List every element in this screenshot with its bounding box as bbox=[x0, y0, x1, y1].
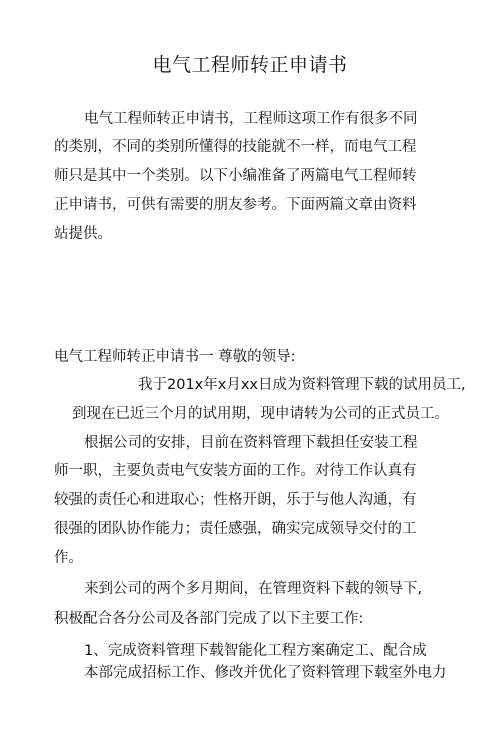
body-line-1: 我于201x年x月xx日成为资料管理下载的试用员工, bbox=[138, 377, 466, 393]
body-line-8: 来到公司的两个多月期间，在管理资料下载的领导下, bbox=[84, 581, 423, 597]
body-line-5: 较强的责任心和进取心；性格开朗，乐于与他人沟通，有 bbox=[54, 492, 417, 508]
intro-line-1: 电气工程师转正申请书，工程师这项工作有很多不同 bbox=[84, 111, 418, 127]
body-line-2: 到现在已近三个月的试用期，现申请转为公司的正式员工。 bbox=[72, 406, 449, 422]
body-line-10: 1、完成资料管理下载智能化工程方案确定工、配合成 bbox=[84, 643, 427, 659]
intro-line-4: 正申请书，可供有需要的朋友参考。下面两篇文章由资料 bbox=[54, 197, 417, 213]
intro-line-5: 站提供。 bbox=[54, 226, 112, 242]
body-line-3: 根据公司的安排，目前在资料管理下载担任安装工程 bbox=[84, 435, 418, 451]
body-line-7: 作。 bbox=[54, 550, 83, 566]
body-line-9: 积极配合各分公司及各部门完成了以下主要工作: bbox=[54, 611, 364, 627]
document-title: 电气工程师转正申请书 bbox=[152, 54, 348, 76]
letter-heading: 电气工程师转正申请书一 尊敬的领导: bbox=[54, 349, 296, 365]
body-line-4: 师一职，主要负责电气安装方面的工作。对待工作认真有 bbox=[54, 463, 417, 479]
body-line-11: 本部完成招标工作、修改并优化了资料管理下载室外电力 bbox=[84, 665, 447, 681]
intro-line-2: 的类别，不同的类别所懂得的技能就不一样，而电气工程 bbox=[54, 139, 417, 155]
body-line-6: 很强的团队协作能力；责任感强，确实完成领导交付的工 bbox=[54, 521, 417, 537]
intro-line-3: 师只是其中一个类别。以下小编准备了两篇电气工程师转 bbox=[54, 168, 417, 184]
